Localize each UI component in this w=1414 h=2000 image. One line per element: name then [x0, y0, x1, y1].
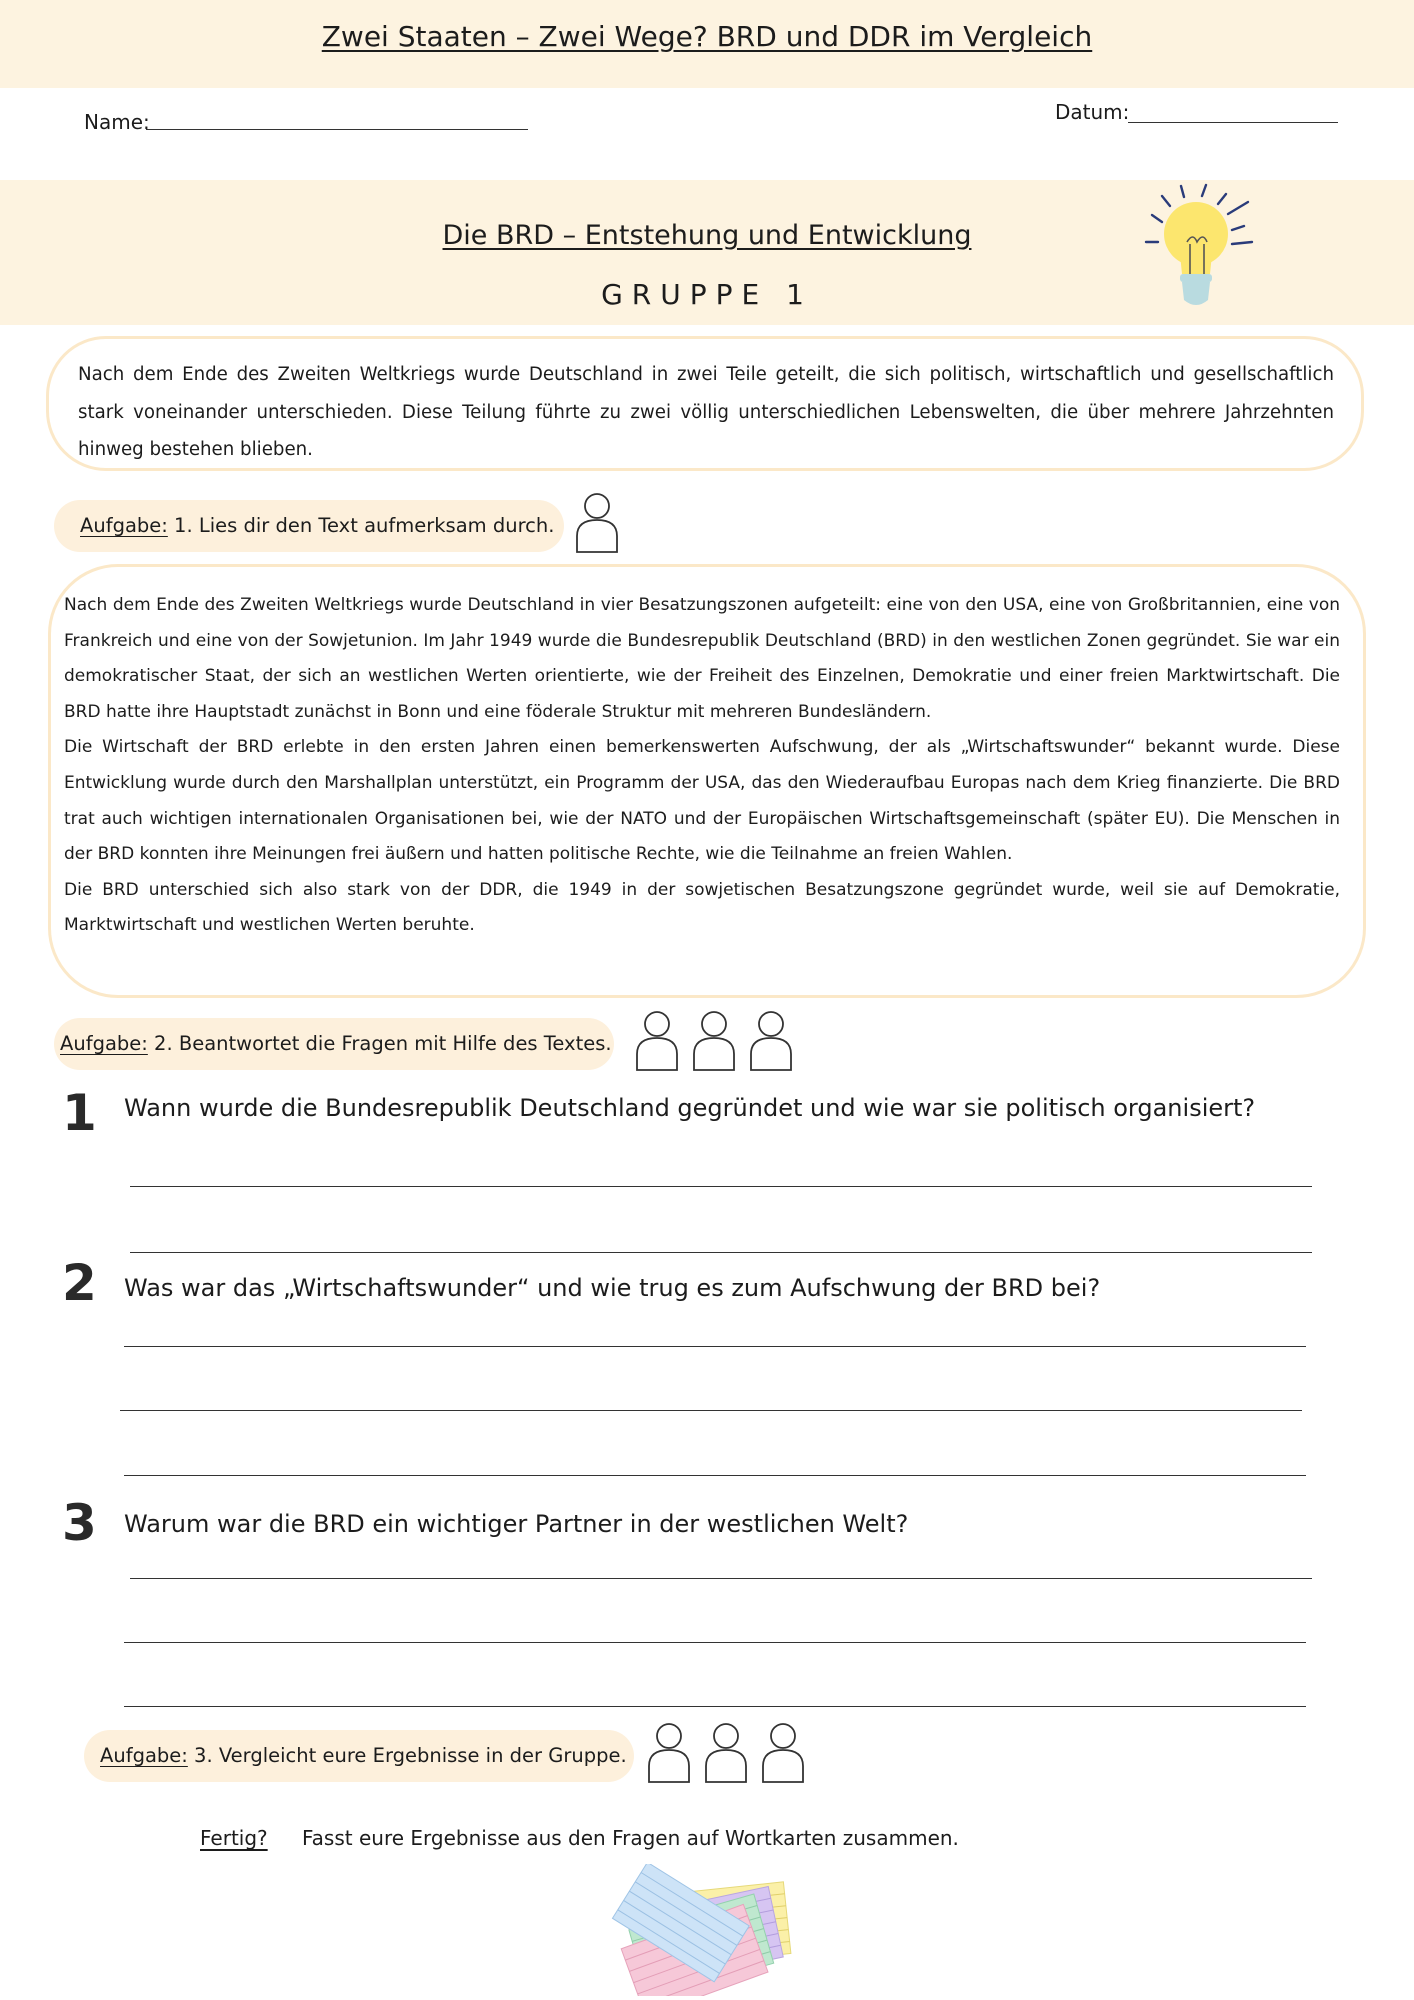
- name-field[interactable]: [146, 129, 528, 130]
- task2-text: 2. Beantwortet die Fragen mit Hilfe des Textes.: [147, 1032, 612, 1055]
- task1-label: Aufgabe:: [80, 514, 168, 537]
- task1-text: 1. Lies dir den Text aufmerksam durch.: [167, 514, 555, 537]
- answer-line[interactable]: [130, 1578, 1312, 1579]
- answer-line[interactable]: [124, 1475, 1306, 1476]
- question-number-3: 3: [62, 1494, 97, 1552]
- page-title: Zwei Staaten – Zwei Wege? BRD und DDR im Vergleich: [321, 20, 1093, 53]
- date-field[interactable]: [1128, 122, 1338, 123]
- question-number-2: 2: [62, 1254, 97, 1312]
- question-3: Warum war die BRD ein wichtiger Partner in der westlichen Welt?: [124, 1510, 909, 1538]
- task1-pill: [54, 500, 564, 552]
- question-2: Was war das „Wirtschaftswunder“ und wie trug es zum Aufschwung der BRD bei?: [124, 1274, 1101, 1302]
- reading-paragraph-1: Nach dem Ende des Zweiten Weltkriegs wurde Deutschland in vier Besatzungszonen aufgeteilt: eine von den USA, eine von Großbritannien, eine von Frankreich und eine von der Sowjetunion. Im Jahr 1949 wurde die Bundesrepublik Deutschland (BRD) in den westlichen Zonen gegründet. Sie war ein demokratischer Staat, der sich an westlichen Werten orientierte, wie der Freiheit des Einzelnen, Demokratie und einer freien Marktwirtschaft. Die BRD hatte ihre Hauptstadt zunächst in Bonn und eine föderale Struktur mit mehreren Bundesländern.: [64, 595, 1340, 722]
- index-cards-icon: [588, 1864, 828, 1996]
- finish-text: Fasst eure Ergebnisse aus den Fragen auf Wortkarten zusammen.: [302, 1826, 959, 1850]
- reading-text: [64, 588, 1340, 944]
- lightbulb-icon: [1140, 182, 1260, 317]
- group-label: GRUPPE 1: [601, 278, 813, 311]
- group-icon: [644, 1720, 808, 1786]
- answer-line[interactable]: [124, 1706, 1306, 1707]
- date-label: Datum:: [1055, 100, 1130, 124]
- question-1: Wann wurde die Bundesrepublik Deutschland gegründet und wie war sie politisch organisiert?: [124, 1094, 1256, 1122]
- answer-line[interactable]: [124, 1642, 1306, 1643]
- intro-text: Nach dem Ende des Zweiten Weltkriegs wurde Deutschland in zwei Teile geteilt, die sich politisch, wirtschaftlich und gesellschaftlich stark voneinander unterschieden. Diese Teilung führte zu zwei völlig unterschiedlichen Lebenswelten, die über mehrere Jahrzehnten hinweg bestehen blieben.: [78, 364, 1334, 460]
- answer-line[interactable]: [130, 1186, 1312, 1187]
- task3-pill: [84, 1730, 634, 1782]
- name-label: Name:: [84, 110, 150, 134]
- task3-text: 3. Vergleicht eure Ergebnisse in der Gruppe.: [187, 1744, 627, 1767]
- answer-line[interactable]: [120, 1410, 1302, 1411]
- section-title: Die BRD – Entstehung und Entwicklung: [442, 220, 972, 251]
- single-person-icon: [572, 490, 622, 556]
- question-number-1: 1: [62, 1084, 97, 1142]
- task2-label: Aufgabe:: [60, 1032, 148, 1055]
- finish-label: Fertig?: [200, 1826, 268, 1850]
- answer-line[interactable]: [124, 1346, 1306, 1347]
- group-icon: [632, 1008, 796, 1074]
- reading-paragraph-2: Die Wirtschaft der BRD erlebte in den ersten Jahren einen bemerkenswerten Aufschwung, der als „Wirtschaftswunder“ bekannt wurde. Diese Entwicklung wurde durch den Marshallplan unterstützt, ein Programm der USA, das den Wiederaufbau Europas nach dem Krieg finanzierte. Die BRD trat auch wichtigen internationalen Organisationen bei, wie der NATO und der Europäischen Wirtschaftsgemeinschaft (später EU). Die Menschen in der BRD konnten ihre Meinungen frei äußern und hatten politische Rechte, wie die Teilnahme an freien Wahlen.: [64, 737, 1340, 865]
- task3-label: Aufgabe:: [100, 1744, 188, 1767]
- answer-line[interactable]: [130, 1252, 1312, 1253]
- task2-pill: [54, 1018, 614, 1070]
- reading-paragraph-3: Die BRD unterschied sich also stark von der DDR, die 1949 in der sowjetischen Besatzungszone gegründet wurde, weil sie auf Demokratie, Marktwirtschaft und westlichen Werten beruhte.: [64, 879, 1340, 936]
